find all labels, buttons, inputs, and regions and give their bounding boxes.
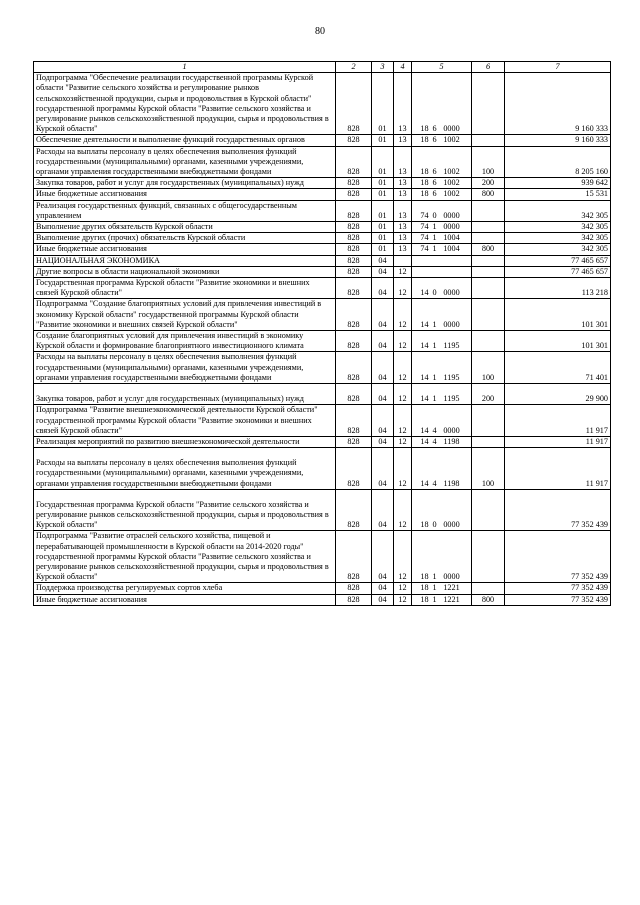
cell-pr: 12 [394, 266, 412, 277]
target-code-part: 0 [432, 210, 437, 220]
target-code-part: 0000 [443, 288, 460, 298]
target-code-part: 1004 [443, 244, 460, 254]
cell-target-code [412, 531, 472, 583]
cell-target-code [412, 178, 472, 189]
target-code-part: 1002 [443, 189, 460, 199]
table-row [34, 448, 611, 490]
cell-rz: 01 [372, 73, 394, 135]
cell-sum: 11 917 [505, 405, 611, 437]
cell-target-code [412, 266, 472, 277]
cell-ved: 828 [336, 331, 372, 352]
table-row [34, 278, 611, 299]
cell-expense-type [472, 255, 505, 266]
cell-target-code [412, 278, 472, 299]
cell-pr: 13 [394, 222, 412, 233]
cell-sum: 77 352 439 [505, 531, 611, 583]
cell-pr: 12 [394, 594, 412, 605]
cell-rz: 04 [372, 583, 394, 594]
cell-pr: 12 [394, 331, 412, 352]
target-code-part: 1198 [443, 436, 460, 446]
row-name: Подпрограмма "Развитие отраслей сельского хозяйства, пищевой и перерабатывающей промышленности в Курской области на 2014-2020 годы" государственной программы Курской области "Развитие сельского хозяйства и регулирование рынков сельскохозяйственной продукции, сырья и продовольствия в Курской области" [34, 531, 336, 583]
cell-target-code [412, 489, 472, 531]
cell-rz: 01 [372, 189, 394, 200]
cell-ved: 828 [336, 278, 372, 299]
cell-ved: 828 [336, 73, 372, 135]
cell-pr [394, 255, 412, 266]
cell-sum: 9 160 333 [505, 135, 611, 146]
row-name: Подпрограмма "Развитие внешнеэкономической деятельности Курской области" государственной программы Курской области "Развитие экономики и внешних связей Курской области" [34, 405, 336, 437]
target-code-part: 0000 [443, 319, 460, 329]
target-code-part: 74 [420, 244, 429, 254]
cell-pr: 12 [394, 489, 412, 531]
table-row [34, 594, 611, 605]
row-name: Закупка товаров, работ и услуг для государственных (муниципальных) нужд [34, 384, 336, 405]
row-name: Иные бюджетные ассигнования [34, 189, 336, 200]
cell-sum: 15 531 [505, 189, 611, 200]
cell-rz: 04 [372, 594, 394, 605]
cell-rz: 04 [372, 299, 394, 331]
cell-expense-type [472, 299, 505, 331]
target-code-part: 4 [432, 425, 437, 435]
cell-pr: 13 [394, 135, 412, 146]
target-code-part: 0000 [443, 425, 460, 435]
table-row [34, 583, 611, 594]
cell-expense-type: 100 [472, 352, 505, 384]
table-row [34, 266, 611, 277]
cell-rz: 04 [372, 255, 394, 266]
cell-expense-type: 100 [472, 146, 505, 178]
cell-rz: 04 [372, 436, 394, 447]
row-name: Государственная программа Курской области "Развитие экономики и внешних связей Курской области" [34, 278, 336, 299]
cell-rz: 04 [372, 531, 394, 583]
cell-target-code [412, 352, 472, 384]
cell-pr: 12 [394, 405, 412, 437]
target-code-part: 18 [420, 135, 429, 145]
target-code-part: 14 [420, 288, 429, 298]
cell-expense-type [472, 489, 505, 531]
target-code-part: 0 [432, 520, 437, 530]
cell-sum: 71 401 [505, 352, 611, 384]
row-name: Реализация государственных функций, связанных с общегосударственным управлением [34, 200, 336, 221]
target-code-part: 14 [420, 341, 429, 351]
cell-sum: 77 352 439 [505, 594, 611, 605]
target-code-part: 14 [420, 394, 429, 404]
cell-pr: 12 [394, 531, 412, 583]
cell-ved: 828 [336, 352, 372, 384]
target-code-part: 14 [420, 372, 429, 382]
cell-expense-type [472, 583, 505, 594]
table-row [34, 405, 611, 437]
cell-ved: 828 [336, 405, 372, 437]
column-header: 1 [34, 62, 336, 73]
cell-ved: 828 [336, 200, 372, 221]
row-name: Подпрограмма "Создание благоприятных условий для привлечения инвестиций в экономику Курской области" государственной программы Курской области "Развитие экономики и внешних связей Курской области" [34, 299, 336, 331]
cell-pr: 12 [394, 583, 412, 594]
column-header: 7 [505, 62, 611, 73]
cell-ved: 828 [336, 146, 372, 178]
cell-sum: 77 352 439 [505, 489, 611, 531]
cell-ved: 828 [336, 178, 372, 189]
cell-pr: 13 [394, 178, 412, 189]
target-code-part: 4 [432, 436, 437, 446]
target-code-part: 0000 [443, 210, 460, 220]
cell-expense-type: 200 [472, 178, 505, 189]
target-code-part: 1195 [443, 394, 460, 404]
target-code-part: 0000 [443, 572, 460, 582]
cell-expense-type [472, 73, 505, 135]
cell-pr: 13 [394, 200, 412, 221]
table-row [34, 255, 611, 266]
cell-target-code [412, 331, 472, 352]
cell-sum: 9 160 333 [505, 73, 611, 135]
table-row [34, 178, 611, 189]
target-code-part: 74 [420, 210, 429, 220]
table-row [34, 146, 611, 178]
row-name: Государственная программа Курской области "Развитие сельского хозяйства и регулирование рынков сельскохозяйственной продукции, сырья и продовольствия в Курской области" [34, 489, 336, 531]
cell-pr: 13 [394, 244, 412, 255]
cell-sum: 8 205 160 [505, 146, 611, 178]
target-code-part: 1 [432, 233, 437, 243]
cell-ved: 828 [336, 189, 372, 200]
cell-pr: 12 [394, 436, 412, 447]
budget-table [33, 61, 611, 606]
cell-target-code [412, 436, 472, 447]
cell-pr: 13 [394, 146, 412, 178]
row-name: Реализация мероприятий по развитию внешнеэкономической деятельности [34, 436, 336, 447]
cell-target-code [412, 583, 472, 594]
cell-rz: 01 [372, 146, 394, 178]
target-code-part: 1221 [443, 594, 460, 604]
target-code-part: 14 [420, 478, 429, 488]
cell-sum: 11 917 [505, 436, 611, 447]
cell-rz: 04 [372, 405, 394, 437]
cell-target-code [412, 255, 472, 266]
target-code-part: 1 [432, 372, 437, 382]
cell-sum: 29 900 [505, 384, 611, 405]
table-row [34, 531, 611, 583]
column-header: 3 [372, 62, 394, 73]
cell-target-code [412, 73, 472, 135]
target-code-part: 18 [420, 520, 429, 530]
target-code-part: 1 [432, 594, 437, 604]
cell-sum: 101 301 [505, 299, 611, 331]
cell-expense-type [472, 135, 505, 146]
cell-sum: 342 305 [505, 222, 611, 233]
cell-expense-type: 100 [472, 448, 505, 490]
cell-target-code [412, 200, 472, 221]
cell-target-code [412, 384, 472, 405]
cell-sum: 77 465 657 [505, 255, 611, 266]
cell-target-code [412, 189, 472, 200]
cell-sum: 342 305 [505, 200, 611, 221]
cell-ved: 828 [336, 233, 372, 244]
table-row [34, 135, 611, 146]
row-name: Подпрограмма "Обеспечение реализации государственной программы Курской области "Развитие сельского хозяйства и регулирование рынков сельскохозяйственной продукции, сырья и продовольствия в Курской области" государственной программы Курской области "Развитие сельского хозяйства и регулирование рынков сельскохозяйственной продукции, сырья и продовольствия в Курской области" [34, 73, 336, 135]
cell-expense-type [472, 266, 505, 277]
table-row [34, 244, 611, 255]
cell-pr: 12 [394, 448, 412, 490]
table-row [34, 331, 611, 352]
target-code-part: 1002 [443, 167, 460, 177]
table-row [34, 189, 611, 200]
target-code-part: 6 [432, 124, 437, 134]
table-row [34, 73, 611, 135]
cell-target-code [412, 405, 472, 437]
cell-pr: 13 [394, 233, 412, 244]
cell-expense-type: 800 [472, 594, 505, 605]
row-name: Иные бюджетные ассигнования [34, 244, 336, 255]
table-row [34, 384, 611, 405]
cell-rz: 04 [372, 331, 394, 352]
cell-expense-type [472, 405, 505, 437]
target-code-part: 0000 [443, 124, 460, 134]
cell-ved: 828 [336, 384, 372, 405]
target-code-part: 1 [432, 244, 437, 254]
column-header: 6 [472, 62, 505, 73]
target-code-part: 6 [432, 178, 437, 188]
target-code-part: 1002 [443, 135, 460, 145]
target-code-part: 14 [420, 436, 429, 446]
cell-ved: 828 [336, 135, 372, 146]
cell-ved: 828 [336, 299, 372, 331]
cell-rz: 04 [372, 489, 394, 531]
cell-target-code [412, 146, 472, 178]
target-code-part: 1 [432, 222, 437, 232]
target-code-part: 74 [420, 233, 429, 243]
column-header: 5 [412, 62, 472, 73]
cell-ved: 828 [336, 594, 372, 605]
target-code-part: 6 [432, 189, 437, 199]
table-row [34, 299, 611, 331]
target-code-part: 1221 [443, 583, 460, 593]
cell-sum: 113 218 [505, 278, 611, 299]
cell-ved: 828 [336, 436, 372, 447]
target-code-part: 1 [432, 572, 437, 582]
cell-target-code [412, 244, 472, 255]
target-code-part: 18 [420, 594, 429, 604]
target-code-part: 6 [432, 135, 437, 145]
cell-ved: 828 [336, 448, 372, 490]
cell-target-code [412, 233, 472, 244]
row-name: Другие вопросы в области национальной экономики [34, 266, 336, 277]
table-row [34, 352, 611, 384]
cell-ved: 828 [336, 489, 372, 531]
target-code-part: 0 [432, 288, 437, 298]
cell-pr: 13 [394, 73, 412, 135]
row-name: НАЦИОНАЛЬНАЯ ЭКОНОМИКА [34, 255, 336, 266]
cell-expense-type [472, 233, 505, 244]
cell-expense-type: 800 [472, 244, 505, 255]
cell-expense-type [472, 278, 505, 299]
cell-rz: 04 [372, 448, 394, 490]
cell-target-code [412, 594, 472, 605]
cell-ved: 828 [336, 266, 372, 277]
target-code-part: 14 [420, 319, 429, 329]
table-row [34, 200, 611, 221]
cell-target-code [412, 135, 472, 146]
target-code-part: 18 [420, 124, 429, 134]
target-code-part: 74 [420, 222, 429, 232]
table-row [34, 222, 611, 233]
cell-expense-type [472, 200, 505, 221]
cell-sum: 11 917 [505, 448, 611, 490]
page-number: 80 [315, 26, 325, 37]
cell-pr: 12 [394, 384, 412, 405]
row-name: Иные бюджетные ассигнования [34, 594, 336, 605]
cell-rz: 01 [372, 222, 394, 233]
target-code-part: 1 [432, 319, 437, 329]
cell-target-code [412, 448, 472, 490]
cell-pr: 12 [394, 299, 412, 331]
cell-pr: 13 [394, 189, 412, 200]
cell-sum: 77 352 439 [505, 583, 611, 594]
cell-rz: 04 [372, 384, 394, 405]
target-code-part: 1 [432, 583, 437, 593]
target-code-part: 1 [432, 394, 437, 404]
target-code-part: 14 [420, 425, 429, 435]
cell-target-code [412, 222, 472, 233]
target-code-part: 1198 [443, 478, 460, 488]
target-code-part: 18 [420, 583, 429, 593]
column-header: 4 [394, 62, 412, 73]
table-body [34, 73, 611, 606]
cell-rz: 01 [372, 200, 394, 221]
cell-rz: 01 [372, 135, 394, 146]
cell-expense-type [472, 436, 505, 447]
target-code-part: 18 [420, 572, 429, 582]
row-name: Поддержка производства регулируемых сортов хлеба [34, 583, 336, 594]
target-code-part: 18 [420, 167, 429, 177]
cell-expense-type [472, 331, 505, 352]
cell-rz: 04 [372, 278, 394, 299]
table-row [34, 436, 611, 447]
cell-pr: 12 [394, 352, 412, 384]
column-header: 2 [336, 62, 372, 73]
row-name: Обеспечение деятельности и выполнение функций государственных органов [34, 135, 336, 146]
target-code-part: 1004 [443, 233, 460, 243]
cell-sum: 101 301 [505, 331, 611, 352]
cell-sum: 77 465 657 [505, 266, 611, 277]
row-name: Закупка товаров, работ и услуг для государственных (муниципальных) нужд [34, 178, 336, 189]
cell-target-code [412, 299, 472, 331]
row-name: Расходы на выплаты персоналу в целях обеспечения выполнения функций государственными (муниципальными) органами, казенными учреждениями, органами управления государственными внебюджетными фондами [34, 448, 336, 490]
target-code-part: 6 [432, 167, 437, 177]
target-code-part: 1002 [443, 178, 460, 188]
row-name: Создание благоприятных условий для привлечения инвестиций в экономику Курской области и формирование благоприятного инвестиционного климата [34, 331, 336, 352]
cell-ved: 828 [336, 255, 372, 266]
cell-ved: 828 [336, 222, 372, 233]
cell-rz: 04 [372, 352, 394, 384]
row-name: Выполнение других обязательств Курской области [34, 222, 336, 233]
target-code-part: 18 [420, 189, 429, 199]
cell-sum: 342 305 [505, 233, 611, 244]
target-code-part: 18 [420, 178, 429, 188]
target-code-part: 0000 [443, 520, 460, 530]
target-code-part: 1195 [443, 372, 460, 382]
cell-sum: 939 642 [505, 178, 611, 189]
target-code-part: 4 [432, 478, 437, 488]
table-row [34, 233, 611, 244]
cell-rz: 04 [372, 266, 394, 277]
row-name: Выполнение других (прочих) обязательств Курской области [34, 233, 336, 244]
target-code-part: 1195 [443, 341, 460, 351]
cell-rz: 01 [372, 233, 394, 244]
target-code-part: 0000 [443, 222, 460, 232]
cell-ved: 828 [336, 583, 372, 594]
cell-ved: 828 [336, 531, 372, 583]
cell-expense-type [472, 531, 505, 583]
row-name: Расходы на выплаты персоналу в целях обеспечения выполнения функций государственными (муниципальными) органами, казенными учреждениями, органами управления государственными внебюджетными фондами [34, 352, 336, 384]
column-header-row [34, 62, 611, 73]
cell-rz: 01 [372, 178, 394, 189]
cell-expense-type: 200 [472, 384, 505, 405]
row-name: Расходы на выплаты персоналу в целях обеспечения выполнения функций государственными (муниципальными) органами, казенными учреждениями, органами управления государственными внебюджетными фондами [34, 146, 336, 178]
cell-expense-type [472, 222, 505, 233]
cell-expense-type: 800 [472, 189, 505, 200]
cell-pr: 12 [394, 278, 412, 299]
cell-sum: 342 305 [505, 244, 611, 255]
target-code-part: 1 [432, 341, 437, 351]
cell-rz: 01 [372, 244, 394, 255]
cell-ved: 828 [336, 244, 372, 255]
table-row [34, 489, 611, 531]
